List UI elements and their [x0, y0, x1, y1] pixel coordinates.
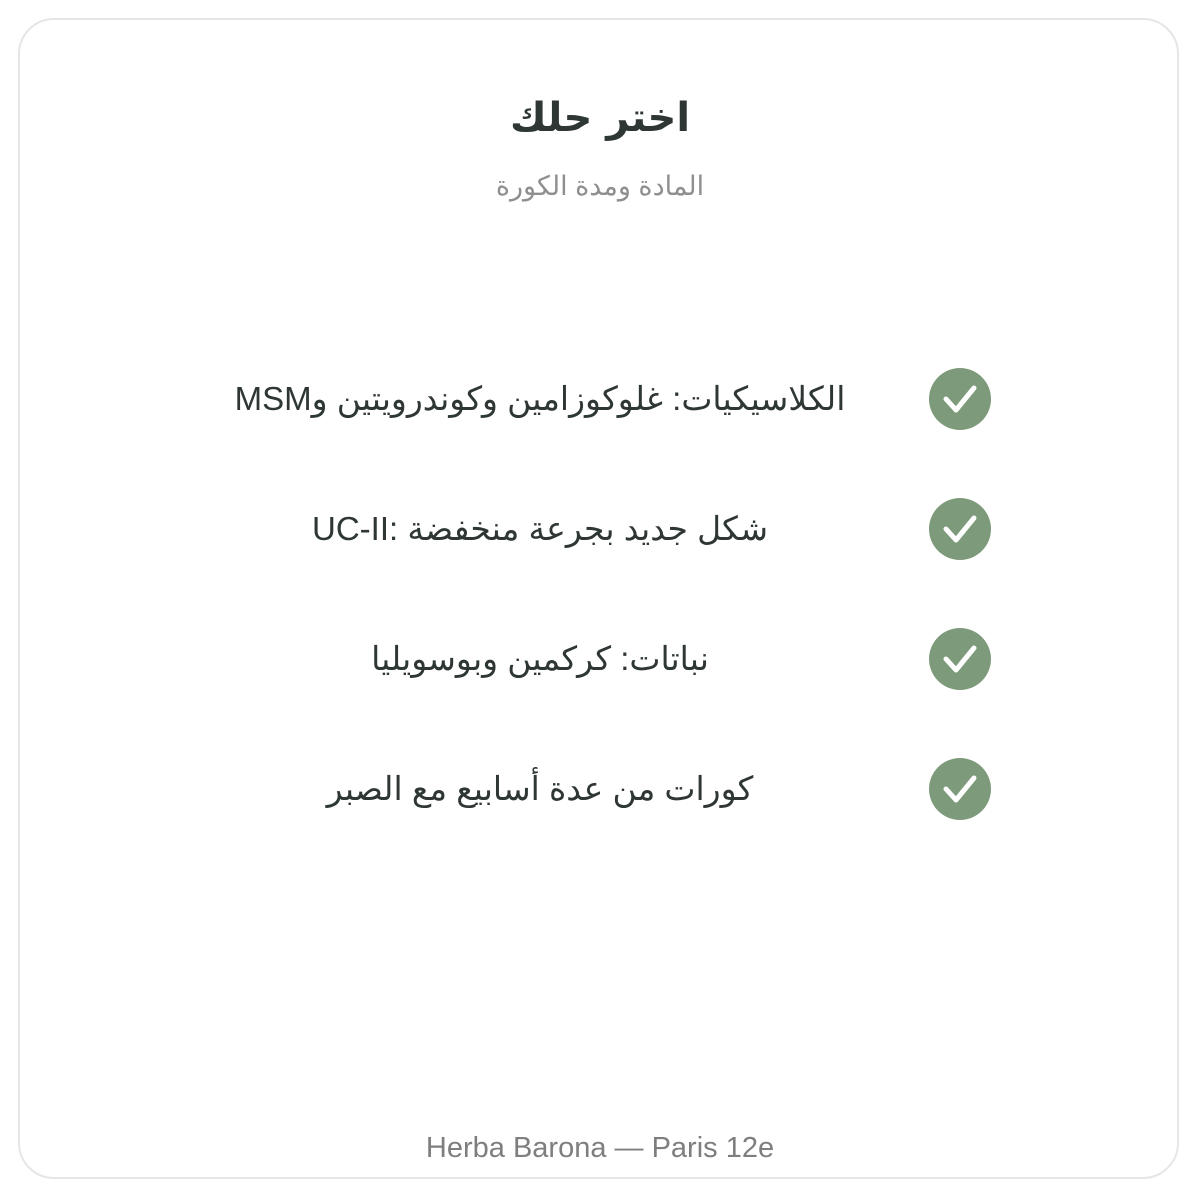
- list-item-label: الكلاسيكيات: غلوكوزامين وكوندرويتين وMSM: [234, 380, 846, 417]
- list-item: [0, 368, 1200, 430]
- list-item: [0, 498, 1200, 560]
- check-circle-icon: [929, 758, 991, 820]
- page-title: اختر حلك: [509, 95, 691, 141]
- list-item-label: كورات من عدة أسابيع مع الصبر: [326, 770, 754, 807]
- check-circle-icon: [929, 498, 991, 560]
- list-item: [0, 758, 1200, 820]
- list-item-label: نباتات: كركمين وبوسويليا: [371, 640, 709, 677]
- footer-brand: Herba Barona — Paris 12e: [425, 1132, 775, 1164]
- list-item-label: شكل جديد بجرعة منخفضة :UC-II: [312, 510, 768, 547]
- list-item: [0, 628, 1200, 690]
- check-circle-icon: [929, 368, 991, 430]
- page-subtitle: المادة ومدة الكورة: [495, 171, 705, 201]
- check-circle-icon: [929, 628, 991, 690]
